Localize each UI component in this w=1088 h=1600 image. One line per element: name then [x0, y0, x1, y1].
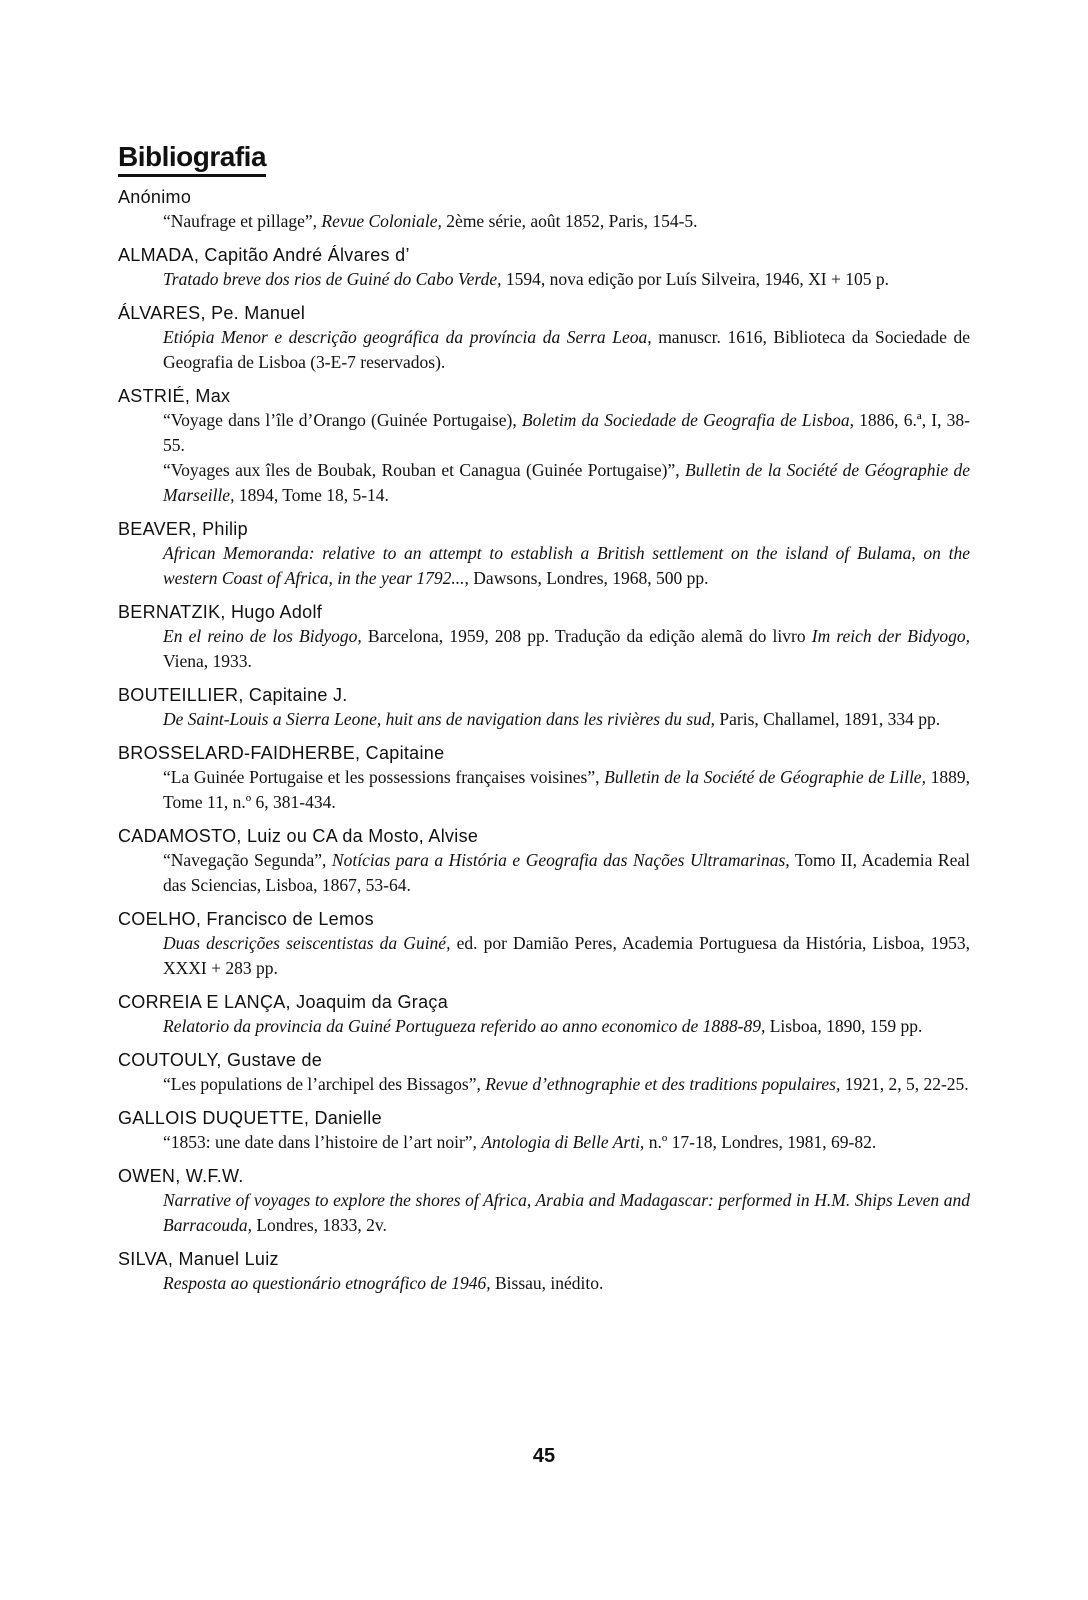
work-title: Tratado breve dos rios de Guiné do Cabo Verde, — [163, 269, 502, 289]
work-title: Bulletin de la Société de Géographie de Marseille, — [163, 460, 970, 505]
work-details: Paris, Challamel, 1891, 334 pp. — [715, 709, 941, 729]
work-details: 1594, nova edição por Luís Silveira, 1946, XI + 105 p. — [501, 269, 889, 289]
entry-work — [163, 1130, 970, 1155]
work-details: “Les populations de l’archipel des Bissagos”, — [163, 1074, 486, 1094]
entry-work — [163, 1271, 970, 1296]
entry-work — [163, 848, 970, 898]
work-details: Bissau, inédito. — [490, 1273, 604, 1293]
bibliography-entry — [118, 243, 970, 292]
entry-work — [163, 541, 970, 591]
bibliography-entry — [118, 185, 970, 234]
entry-author: ÁLVARES, Pe. Manuel — [118, 303, 306, 323]
work-details: ed. por Damião Peres, Academia Portuguesa da História, Lisboa, 1953, XXXI + 283 pp. — [163, 933, 970, 978]
bibliography-entry — [118, 990, 970, 1039]
entry-author: BERNATZIK, Hugo Adolf — [118, 602, 323, 622]
bibliography-entry — [118, 1048, 970, 1097]
bibliography-entry — [118, 1164, 970, 1238]
work-title: Narrative of voyages to explore the shores of Africa, Arabia and Madagascar: performed in H.M. Ships Leven and Barracouda, — [163, 1190, 970, 1235]
entry-author: SILVA, Manuel Luiz — [118, 1249, 279, 1269]
bibliography-entry — [118, 600, 970, 674]
work-title: African Memoranda: relative to an attempt to establish a British settlement on the island of Bulama, on the western Coast of Africa, in the year 1792..., — [163, 543, 970, 588]
entry-author: BOUTEILLIER, Capitaine J. — [118, 685, 348, 705]
work-details: Londres, 1833, 2v. — [251, 1215, 387, 1235]
bibliography-entry — [118, 824, 970, 898]
bibliography-entry — [118, 683, 970, 732]
bibliography-entry — [118, 301, 970, 375]
work-details: “Voyages aux îles de Boubak, Rouban et Canagua (Guinée Portugaise)”, — [163, 460, 685, 480]
entry-author: OWEN, W.F.W. — [118, 1166, 244, 1186]
work-details: “1853: une date dans l’histoire de l’art noir”, — [163, 1132, 482, 1152]
bibliography-entry — [118, 1247, 970, 1296]
entry-author: GALLOIS DUQUETTE, Danielle — [118, 1108, 382, 1128]
entry-author: COUTOULY, Gustave de — [118, 1050, 323, 1070]
work-details: “La Guinée Portugaise et les possessions françaises voisines”, — [163, 767, 605, 787]
entry-author: CADAMOSTO, Luiz ou CA da Mosto, Alvise — [118, 826, 479, 846]
entry-work — [163, 707, 970, 732]
work-title: Etiópia Menor e descrição geográfica da província da Serra Leoa, — [163, 327, 652, 347]
bibliography-entry — [118, 741, 970, 815]
page-number: 45 — [532, 1445, 556, 1467]
work-details: Viena, 1933. — [163, 651, 252, 671]
work-title: Antologia di Belle Arti, — [481, 1132, 645, 1152]
work-title: De Saint-Louis a Sierra Leone, huit ans de navigation dans les rivières du sud, — [163, 709, 716, 729]
work-title: Im reich der Bidyogo, — [811, 626, 970, 646]
work-details: “Voyage dans l’île d’Orango (Guinée Portugaise), — [163, 410, 522, 430]
entry-work — [163, 931, 970, 981]
work-title: Notícias para a História e Geografia das Nações Ultramarinas, — [331, 850, 790, 870]
entry-work — [163, 765, 970, 815]
work-title: Relatorio da provincia da Guiné Portugueza referido ao anno economico de 1888-89, — [163, 1016, 766, 1036]
work-details: “Naufrage et pillage”, — [163, 211, 322, 231]
entry-author: COELHO, Francisco de Lemos — [118, 909, 374, 929]
bibliography-entry — [118, 384, 970, 508]
work-details: 1889, Tome 11, n.º 6, 381-434. — [163, 767, 970, 812]
work-details: manuscr. 1616, Biblioteca da Sociedade de Geografia de Lisboa (3-E-7 reservados). — [163, 327, 970, 372]
entry-work — [163, 1072, 970, 1097]
bibliography-entry — [118, 1106, 970, 1155]
entry-work — [163, 624, 970, 674]
work-details: Tomo II, Academia Real das Sciencias, Lisboa, 1867, 53-64. — [163, 850, 970, 895]
work-details: 1886, 6.ª, I, 38-55. — [163, 410, 971, 455]
entry-author: ALMADA, Capitão André Álvares d’ — [118, 245, 410, 265]
work-details: 1921, 2, 5, 22-25. — [840, 1074, 969, 1094]
work-details: Dawsons, Londres, 1968, 500 pp. — [468, 568, 709, 588]
work-title: Duas descrições seiscentistas da Guiné, — [163, 933, 451, 953]
work-title: Resposta ao questionário etnográfico de 1946, — [163, 1273, 491, 1293]
work-title: Bulletin de la Société de Géographie de Lille, — [604, 767, 926, 787]
entry-author: CORREIA E LANÇA, Joaquim da Graça — [118, 992, 449, 1012]
entry-work — [163, 1014, 970, 1039]
entry-work — [163, 1188, 970, 1238]
work-details: n.º 17-18, Londres, 1981, 69-82. — [644, 1132, 877, 1152]
entry-author: BEAVER, Philip — [118, 519, 248, 539]
bibliography-entry — [118, 517, 970, 591]
bibliography-page — [118, 140, 970, 1305]
work-title: En el reino de los Bidyogo, — [163, 626, 362, 646]
entry-author: Anónimo — [118, 187, 192, 207]
entry-author: BROSSELARD-FAIDHERBE, Capitaine — [118, 743, 445, 763]
bibliography-list — [118, 185, 970, 1296]
work-details: 1894, Tome 18, 5-14. — [234, 485, 389, 505]
work-title: Revue Coloniale, — [321, 211, 442, 231]
entry-author: ASTRIÉ, Max — [118, 386, 231, 406]
entry-work — [163, 408, 970, 458]
bibliography-entry — [118, 907, 970, 981]
entry-work — [163, 458, 970, 508]
work-details: Barcelona, 1959, 208 pp. Tradução da edição alemã do livro — [361, 626, 812, 646]
work-details: Lisboa, 1890, 159 pp. — [765, 1016, 923, 1036]
page-title: Bibliografia — [118, 140, 266, 177]
entry-work — [163, 209, 970, 234]
work-title: Boletim da Sociedade de Geografia de Lisboa, — [521, 410, 854, 430]
work-details: “Navegação Segunda”, — [163, 850, 332, 870]
work-details: 2ème série, août 1852, Paris, 154-5. — [441, 211, 698, 231]
entry-work — [163, 325, 970, 375]
work-title: Revue d’ethnographie et des traditions populaires, — [485, 1074, 841, 1094]
entry-work — [163, 267, 970, 292]
